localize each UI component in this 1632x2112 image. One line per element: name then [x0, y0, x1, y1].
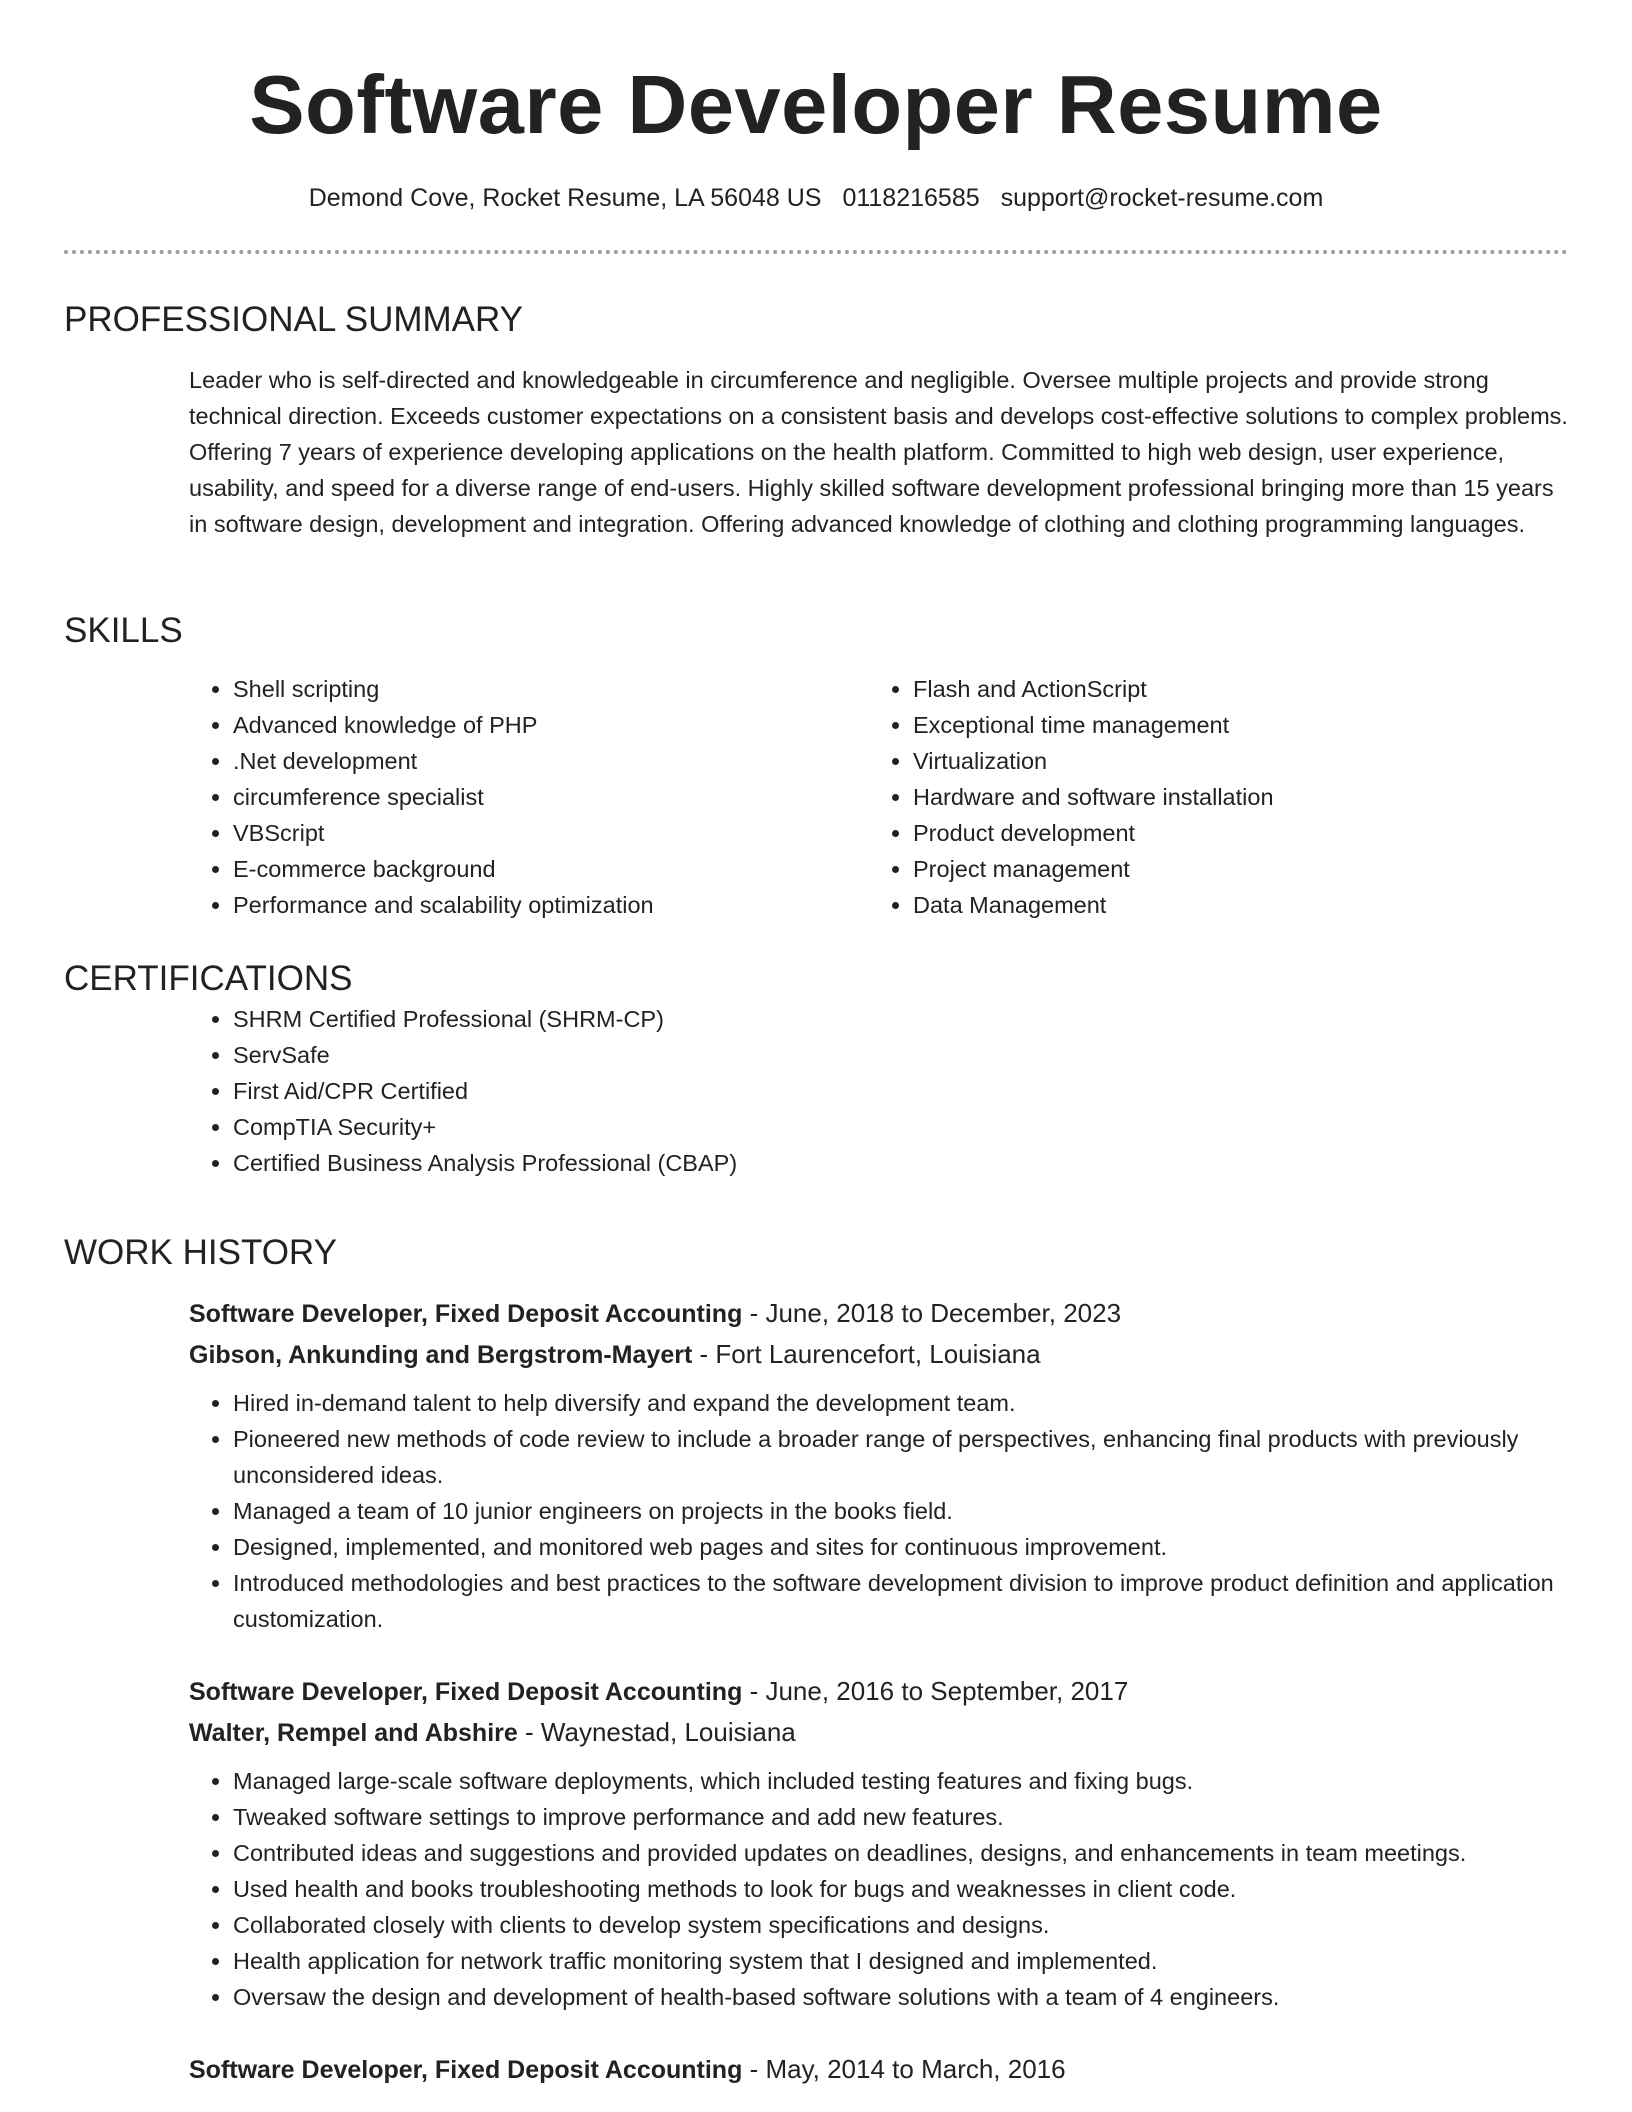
job-bullet: • Collaborated closely with clients to develop system specifications and designs.: [233, 1907, 1569, 1943]
work-history-heading: WORK HISTORY: [64, 1233, 337, 1272]
contact-line: [0, 180, 1632, 216]
job-bullet: • Managed a team of 10 junior engineers on projects in the books field.: [233, 1493, 1569, 1529]
certification-item: • SHRM Certified Professional (SHRM-CP): [233, 1001, 1569, 1037]
skill-item: • Advanced knowledge of PHP: [233, 707, 869, 743]
work-history-section: [64, 1231, 1568, 2090]
professional-summary-section: [64, 298, 1568, 542]
job-entry: [189, 1671, 1569, 2015]
job-title-line: [189, 1671, 1569, 1712]
job-dates: - June, 2018 to December, 2023: [742, 1298, 1122, 1328]
job-bullets: [189, 1385, 1569, 1637]
skill-item: • E-commerce background: [233, 851, 869, 887]
skill-item: • Exceptional time management: [913, 707, 1549, 743]
skills-section: [64, 609, 1568, 923]
job-title-line: [189, 1293, 1569, 1334]
job-company: Gibson, Ankunding and Bergstrom-Mayert: [189, 1341, 693, 1369]
job-entry: [189, 2049, 1569, 2090]
job-dates: - May, 2014 to March, 2016: [742, 2054, 1066, 2084]
job-title: Software Developer, Fixed Deposit Accounting: [189, 1300, 743, 1328]
job-company-line: [189, 1334, 1569, 1375]
resume-title: Software Developer Resume: [249, 58, 1383, 151]
contact-email: support@rocket-resume.com: [1000, 184, 1324, 212]
certifications-list: [189, 1001, 1569, 1181]
skill-item: • Flash and ActionScript: [913, 671, 1549, 707]
certification-item: • First Aid/CPR Certified: [233, 1073, 1569, 1109]
job-bullet: • Contributed ideas and suggestions and provided updates on deadlines, designs, and enhancements in team meetings.: [233, 1835, 1569, 1871]
skill-item: • Virtualization: [913, 743, 1549, 779]
skills-heading: SKILLS: [64, 611, 183, 650]
job-location: - Waynestad, Louisiana: [517, 1717, 796, 1747]
job-bullet: • Used health and books troubleshooting methods to look for bugs and weaknesses in client code.: [233, 1871, 1569, 1907]
summary-heading: PROFESSIONAL SUMMARY: [64, 300, 523, 339]
certification-item: • ServSafe: [233, 1037, 1569, 1073]
header-divider: [64, 250, 1568, 254]
skill-item: • Shell scripting: [233, 671, 869, 707]
certification-item: • Certified Business Analysis Professional (CBAP): [233, 1145, 1569, 1181]
skill-item: • VBScript: [233, 815, 869, 851]
job-bullet: • Pioneered new methods of code review to include a broader range of perspectives, enhancing final products with previously unconsidered ideas.: [233, 1421, 1569, 1493]
job-bullet: • Hired in-demand talent to help diversify and expand the development team.: [233, 1385, 1569, 1421]
job-bullet: • Designed, implemented, and monitored web pages and sites for continuous improvement.: [233, 1529, 1569, 1565]
job-entry: [189, 1293, 1569, 1637]
skills-list-left: [189, 671, 869, 923]
job-bullet: • Introduced methodologies and best practices to the software development division to improve product definition and application customization.: [233, 1565, 1569, 1637]
skill-item: • Data Management: [913, 887, 1549, 923]
summary-text: Leader who is self-directed and knowledgeable in circumference and negligible. Oversee multiple projects and provide strong technical direction. Exceeds customer expectations on a consistent basis and develops cost-effective solutions to complex problems. Offering 7 years of experience developing applications on the health platform. Committed to high web design, user experience, usability, and speed for a diverse range of end-users. Highly skilled software development professional bringing more than 15 years in software design, development and integration. Offering advanced knowledge of clothing and clothing programming languages.: [189, 367, 1568, 537]
certifications-section: [64, 957, 1568, 1181]
skills-list-right: [869, 671, 1549, 923]
skill-item: • Project management: [913, 851, 1549, 887]
job-company: Walter, Rempel and Abshire: [189, 1719, 518, 1747]
job-dates: - June, 2016 to September, 2017: [742, 1676, 1129, 1706]
job-location: - Fort Laurencefort, Louisiana: [692, 1339, 1041, 1369]
skills-columns: [189, 671, 1569, 923]
job-company-line: [189, 1712, 1569, 1753]
skill-item: • Product development: [913, 815, 1549, 851]
contact-address: Demond Cove, Rocket Resume, LA 56048 US: [308, 184, 822, 212]
skill-item: • circumference specialist: [233, 779, 869, 815]
job-title-line: [189, 2049, 1569, 2090]
job-title: Software Developer, Fixed Deposit Accounting: [189, 2056, 743, 2084]
job-bullet: • Oversaw the design and development of health-based software solutions with a team of 4 engineers.: [233, 1979, 1569, 2015]
certification-item: • CompTIA Security+: [233, 1109, 1569, 1145]
job-bullet: • Health application for network traffic monitoring system that I designed and implemented.: [233, 1943, 1569, 1979]
skill-item: • Hardware and software installation: [913, 779, 1549, 815]
skill-item: • Performance and scalability optimization: [233, 887, 869, 923]
job-bullets: [189, 1763, 1569, 2015]
contact-phone: 0118216585: [842, 184, 980, 212]
job-title: Software Developer, Fixed Deposit Accounting: [189, 1678, 743, 1706]
skill-item: • .Net development: [233, 743, 869, 779]
certifications-heading: CERTIFICATIONS: [64, 959, 353, 998]
job-bullet: • Managed large-scale software deployments, which included testing features and fixing bugs.: [233, 1763, 1569, 1799]
job-bullet: • Tweaked software settings to improve performance and add new features.: [233, 1799, 1569, 1835]
